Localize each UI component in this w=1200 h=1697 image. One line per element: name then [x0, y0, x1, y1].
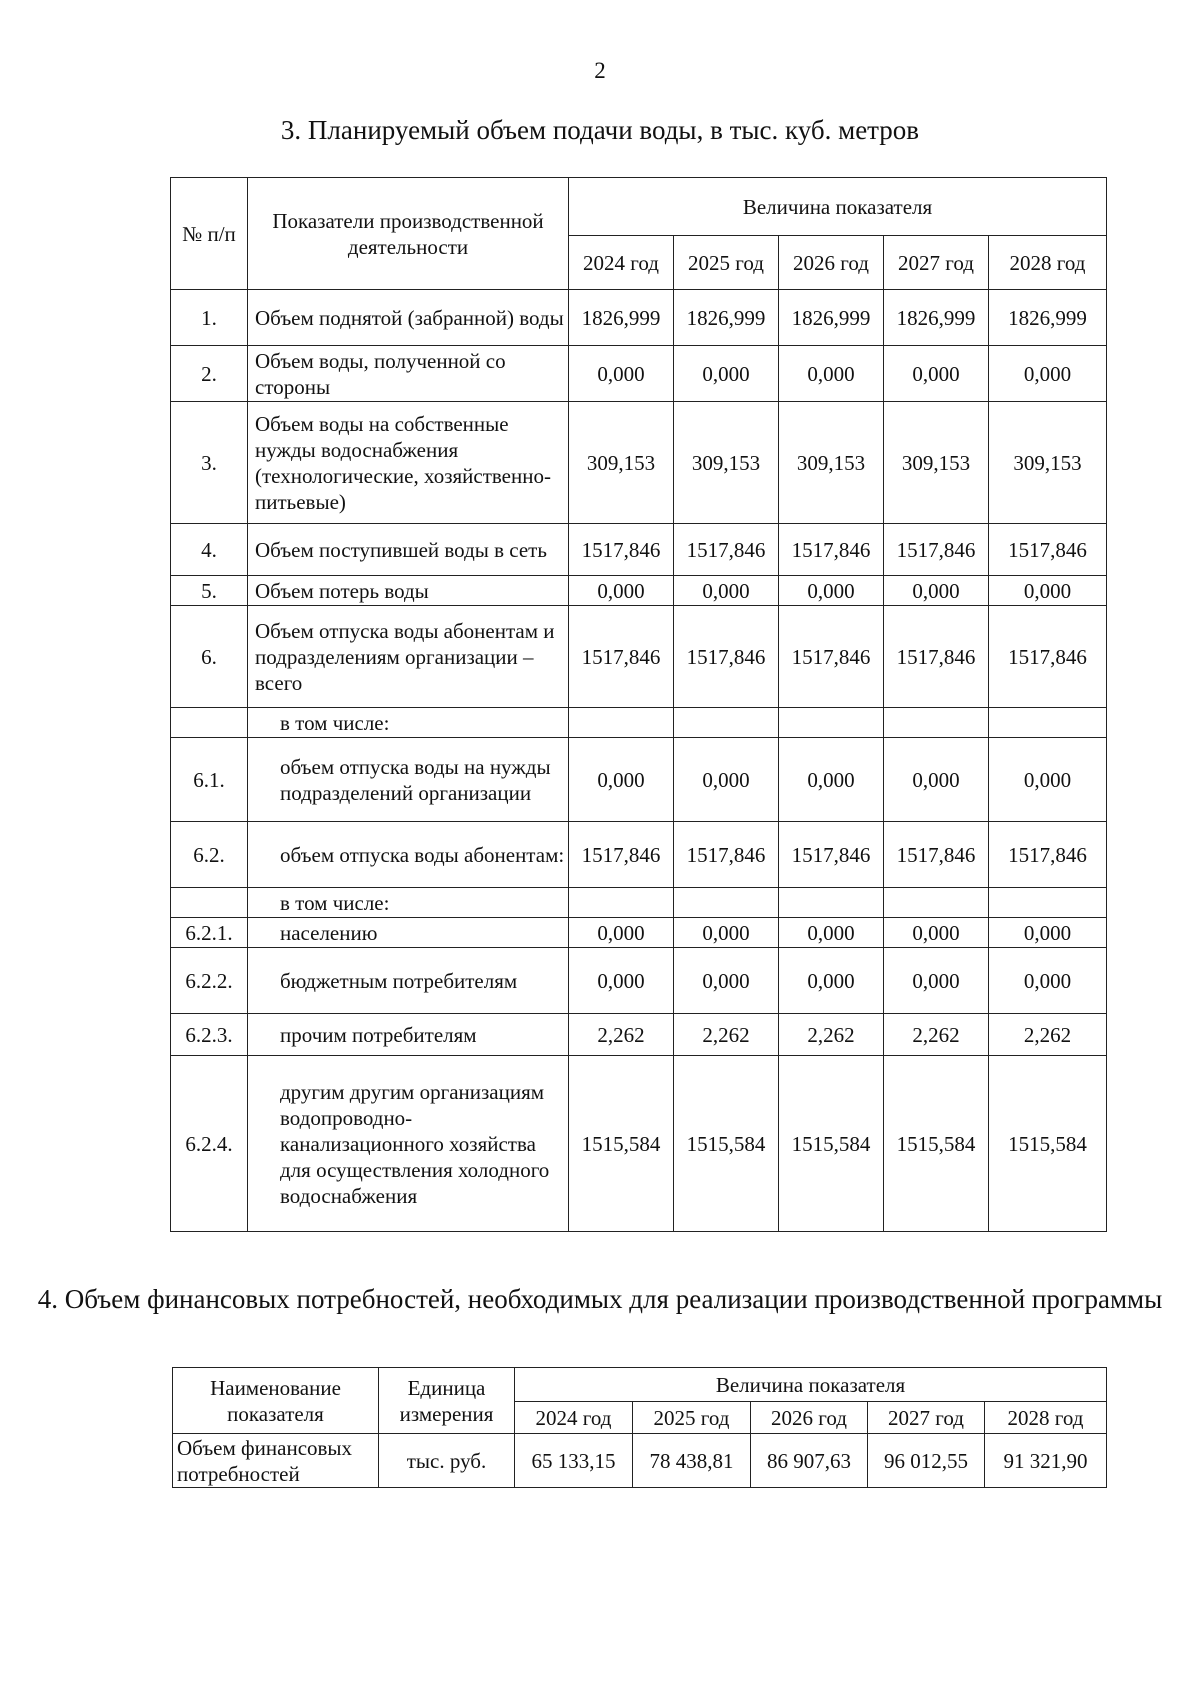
indicator-value: [884, 888, 989, 918]
indicator-value: 0,000: [884, 576, 989, 606]
indicator-value: [674, 708, 779, 738]
indicator-value: 1517,846: [674, 822, 779, 888]
row-number: 1.: [171, 290, 248, 346]
indicator-value: [884, 708, 989, 738]
row-number: 3.: [171, 402, 248, 524]
indicator-value: 1515,584: [779, 1056, 884, 1232]
indicator-value: 1517,846: [674, 524, 779, 576]
table-row: [171, 888, 1107, 918]
header-year: 2028 год: [985, 1402, 1107, 1434]
indicator-name: прочим потребителям: [248, 1014, 569, 1056]
indicator-value: 0,000: [569, 346, 674, 402]
table-row: [173, 1434, 1107, 1488]
row-number: [171, 888, 248, 918]
row-number: 6.: [171, 606, 248, 708]
indicator-value: 1517,846: [569, 524, 674, 576]
indicator-value: 1517,846: [779, 606, 884, 708]
indicator-value: 1517,846: [884, 524, 989, 576]
indicator-value: 1826,999: [989, 290, 1107, 346]
header-year: 2024 год: [569, 236, 674, 290]
indicator-value: 0,000: [569, 576, 674, 606]
header-year: 2026 год: [779, 236, 884, 290]
indicator-value: 2,262: [989, 1014, 1107, 1056]
indicator-value: 309,153: [569, 402, 674, 524]
indicator-name: Объем потерь воды: [248, 576, 569, 606]
page-number: 2: [594, 58, 606, 83]
row-number: 6.2.: [171, 822, 248, 888]
table-row: [171, 606, 1107, 708]
indicator-name: Объем отпуска воды абонентам и подразделениям организации – всего: [248, 606, 569, 708]
indicator-name: объем отпуска воды на нужды подразделений организации: [248, 738, 569, 822]
indicator-value: 1515,584: [884, 1056, 989, 1232]
indicator-value: [779, 888, 884, 918]
indicator-value: 96 012,55: [868, 1434, 985, 1488]
indicator-name: в том числе:: [248, 888, 569, 918]
indicator-value: 1826,999: [884, 290, 989, 346]
indicator-value: 1515,584: [989, 1056, 1107, 1232]
indicator-value: 0,000: [779, 918, 884, 948]
unit: тыс. руб.: [379, 1434, 515, 1488]
indicator-value: [779, 708, 884, 738]
table-row: [171, 1014, 1107, 1056]
indicator-value: 0,000: [989, 576, 1107, 606]
table-row: [171, 402, 1107, 524]
indicator-value: 1826,999: [779, 290, 884, 346]
indicator-value: 1517,846: [779, 524, 884, 576]
indicator-name: в том числе:: [248, 708, 569, 738]
indicator-value: 2,262: [674, 1014, 779, 1056]
header-value: Величина показателя: [515, 1368, 1107, 1402]
indicator-value: 0,000: [569, 738, 674, 822]
indicator-value: 0,000: [989, 918, 1107, 948]
row-number: 5.: [171, 576, 248, 606]
table-row: [171, 738, 1107, 822]
indicator-value: 0,000: [989, 738, 1107, 822]
header-year: 2025 год: [633, 1402, 751, 1434]
indicator-value: 1517,846: [989, 606, 1107, 708]
indicator-value: 0,000: [989, 948, 1107, 1014]
indicator-value: 1517,846: [884, 822, 989, 888]
indicator-value: 0,000: [989, 346, 1107, 402]
indicator-value: 2,262: [884, 1014, 989, 1056]
indicator-name: Объем финансовых потребностей: [173, 1434, 379, 1488]
indicator-value: [674, 888, 779, 918]
indicator-value: 309,153: [989, 402, 1107, 524]
indicator-value: [569, 888, 674, 918]
indicator-value: 0,000: [674, 576, 779, 606]
indicator-value: 1515,584: [569, 1056, 674, 1232]
indicator-name: населению: [248, 918, 569, 948]
indicator-name: объем отпуска воды абонентам:: [248, 822, 569, 888]
row-number: 6.2.1.: [171, 918, 248, 948]
indicator-value: [569, 708, 674, 738]
indicator-value: 1517,846: [569, 606, 674, 708]
row-number: 6.2.2.: [171, 948, 248, 1014]
header-year: 2028 год: [989, 236, 1107, 290]
table-row: [171, 918, 1107, 948]
indicator-value: 309,153: [779, 402, 884, 524]
indicator-value: 309,153: [884, 402, 989, 524]
table-row: [171, 576, 1107, 606]
indicator-value: [989, 708, 1107, 738]
header-year: 2024 год: [515, 1402, 633, 1434]
row-number: 6.2.4.: [171, 1056, 248, 1232]
table-row: [171, 290, 1107, 346]
indicator-name: Объем поступившей воды в сеть: [248, 524, 569, 576]
header-value: Величина показателя: [569, 178, 1107, 236]
header-indicator: Показатели производственной деятельности: [248, 178, 569, 290]
indicator-value: 1515,584: [674, 1056, 779, 1232]
indicator-value: 1826,999: [674, 290, 779, 346]
section-3-title: 3. Планируемый объем подачи воды, в тыс. куб. метров: [280, 115, 920, 145]
indicator-value: [989, 888, 1107, 918]
table-row: [171, 708, 1107, 738]
indicator-value: 1517,846: [989, 822, 1107, 888]
row-number: 2.: [171, 346, 248, 402]
header-num: № п/п: [171, 178, 248, 290]
indicator-value: 2,262: [779, 1014, 884, 1056]
section-4-title: 4. Объем финансовых потребностей, необходимых для реализации производственной программы: [37, 1284, 1163, 1314]
header-unit: Единица измерения: [379, 1368, 515, 1434]
header-year: 2026 год: [751, 1402, 868, 1434]
header-year: 2025 год: [674, 236, 779, 290]
table-row: [171, 948, 1107, 1014]
indicator-value: 0,000: [884, 918, 989, 948]
table-row: [171, 524, 1107, 576]
table-row: [171, 822, 1107, 888]
indicator-value: 0,000: [884, 948, 989, 1014]
indicator-name: Объем воды на собственные нужды водоснабжения (технологические, хозяйственно-питьевые): [248, 402, 569, 524]
row-number: 4.: [171, 524, 248, 576]
indicator-name: Объем воды, полученной со стороны: [248, 346, 569, 402]
indicator-value: 1517,846: [674, 606, 779, 708]
indicator-value: 78 438,81: [633, 1434, 751, 1488]
indicator-name: другим другим организациям водопроводно-канализационного хозяйства для осуществления холодного водоснабжения: [248, 1056, 569, 1232]
indicator-value: 0,000: [674, 918, 779, 948]
header-name: Наименование показателя: [173, 1368, 379, 1434]
table-row: [171, 1056, 1107, 1232]
row-number: [171, 708, 248, 738]
indicator-name: Объем поднятой (забранной) воды: [248, 290, 569, 346]
indicator-value: 0,000: [674, 738, 779, 822]
indicator-value: 86 907,63: [751, 1434, 868, 1488]
indicator-value: 309,153: [674, 402, 779, 524]
indicator-value: 1517,846: [989, 524, 1107, 576]
table-row: [171, 346, 1107, 402]
financial-needs-table: [172, 1367, 1107, 1488]
indicator-value: 1517,846: [779, 822, 884, 888]
indicator-value: 0,000: [884, 346, 989, 402]
indicator-name: бюджетным потребителям: [248, 948, 569, 1014]
indicator-value: 0,000: [569, 918, 674, 948]
indicator-value: 0,000: [779, 576, 884, 606]
header-year: 2027 год: [868, 1402, 985, 1434]
indicator-value: 65 133,15: [515, 1434, 633, 1488]
indicator-value: 2,262: [569, 1014, 674, 1056]
indicator-value: 91 321,90: [985, 1434, 1107, 1488]
indicator-value: 0,000: [884, 738, 989, 822]
indicator-value: 1517,846: [884, 606, 989, 708]
indicator-value: 0,000: [674, 346, 779, 402]
header-year: 2027 год: [884, 236, 989, 290]
indicator-value: 0,000: [674, 948, 779, 1014]
water-supply-table: [170, 177, 1107, 1232]
indicator-value: 0,000: [779, 346, 884, 402]
indicator-value: 0,000: [569, 948, 674, 1014]
indicator-value: 1517,846: [569, 822, 674, 888]
indicator-value: 0,000: [779, 738, 884, 822]
indicator-value: 0,000: [779, 948, 884, 1014]
row-number: 6.1.: [171, 738, 248, 822]
row-number: 6.2.3.: [171, 1014, 248, 1056]
indicator-value: 1826,999: [569, 290, 674, 346]
